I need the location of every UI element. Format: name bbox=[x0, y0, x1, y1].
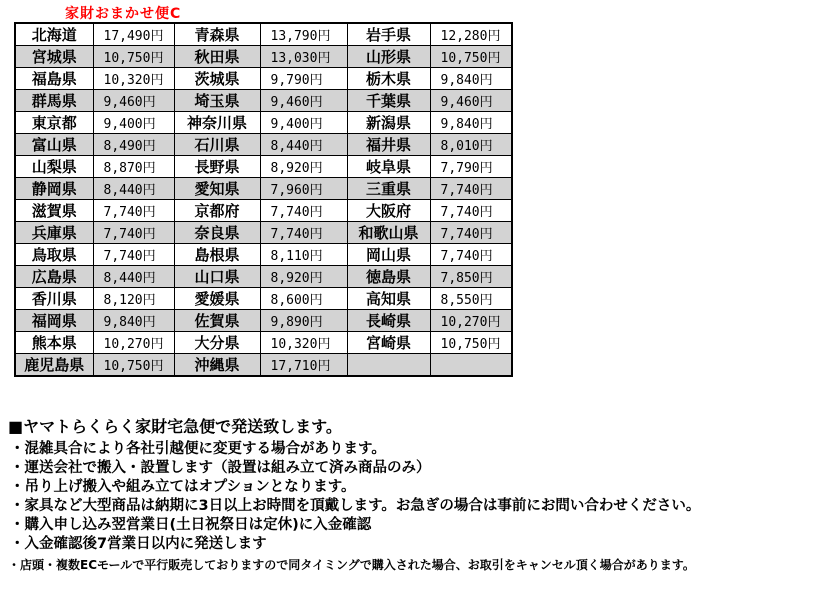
table-title: 家財おまかせ便C bbox=[65, 6, 182, 22]
price-cell: 7,740円 bbox=[430, 200, 512, 222]
price-cell: 8,550円 bbox=[430, 288, 512, 310]
table-row bbox=[15, 46, 512, 68]
prefecture-cell: 北海道 bbox=[15, 23, 93, 46]
price-cell: 9,890円 bbox=[260, 310, 347, 332]
table-row bbox=[15, 200, 512, 222]
prefecture-cell: 静岡県 bbox=[15, 178, 93, 200]
table-row bbox=[15, 112, 512, 134]
prefecture-cell: 富山県 bbox=[15, 134, 93, 156]
price-cell: 10,320円 bbox=[260, 332, 347, 354]
prefecture-cell: 佐賀県 bbox=[174, 310, 260, 332]
price-cell: 7,740円 bbox=[260, 200, 347, 222]
table-row bbox=[15, 90, 512, 112]
note-line: ・吊り上げ搬入や組み立てはオプションとなります。 bbox=[10, 479, 356, 495]
prefecture-cell: 島根県 bbox=[174, 244, 260, 266]
price-cell: 7,740円 bbox=[430, 222, 512, 244]
prefecture-cell: 青森県 bbox=[174, 23, 260, 46]
note-line: ・運送会社で搬入・設置します（設置は組み立て済み商品のみ） bbox=[10, 460, 431, 476]
table-row bbox=[15, 266, 512, 288]
prefecture-cell: 岡山県 bbox=[347, 244, 430, 266]
price-cell: 17,710円 bbox=[260, 354, 347, 377]
table-row bbox=[15, 354, 512, 377]
price-cell: 8,920円 bbox=[260, 156, 347, 178]
table-row bbox=[15, 222, 512, 244]
prefecture-cell: 高知県 bbox=[347, 288, 430, 310]
price-cell: 10,750円 bbox=[93, 354, 174, 377]
price-cell: 8,110円 bbox=[260, 244, 347, 266]
prefecture-cell: 兵庫県 bbox=[15, 222, 93, 244]
price-cell: 7,740円 bbox=[430, 178, 512, 200]
price-cell: 7,740円 bbox=[430, 244, 512, 266]
prefecture-cell: 神奈川県 bbox=[174, 112, 260, 134]
prefecture-cell: 福岡県 bbox=[15, 310, 93, 332]
price-cell: 7,740円 bbox=[93, 244, 174, 266]
fine-print: ・店頭・複数ECモールで平行販売しておりますので同タイミングで購入された場合、お取引をキャンセル頂く場合があります。 bbox=[8, 558, 695, 572]
prefecture-cell: 新潟県 bbox=[347, 112, 430, 134]
note-line: ・混雑具合により各社引越便に変更する場合があります。 bbox=[10, 441, 386, 457]
prefecture-cell: 香川県 bbox=[15, 288, 93, 310]
prefecture-cell: 奈良県 bbox=[174, 222, 260, 244]
price-cell: 7,740円 bbox=[260, 222, 347, 244]
price-cell: 7,740円 bbox=[93, 200, 174, 222]
shipping-table-body bbox=[15, 23, 512, 376]
price-cell: 9,460円 bbox=[430, 90, 512, 112]
table-row bbox=[15, 156, 512, 178]
prefecture-cell: 栃木県 bbox=[347, 68, 430, 90]
price-cell: 9,840円 bbox=[93, 310, 174, 332]
notes-bullets bbox=[10, 440, 700, 554]
prefecture-cell: 岩手県 bbox=[347, 23, 430, 46]
prefecture-cell: 福島県 bbox=[15, 68, 93, 90]
table-row bbox=[15, 68, 512, 90]
prefecture-cell: 東京都 bbox=[15, 112, 93, 134]
prefecture-cell: 山口県 bbox=[174, 266, 260, 288]
prefecture-cell: 岐阜県 bbox=[347, 156, 430, 178]
price-cell: 10,750円 bbox=[93, 46, 174, 68]
price-cell: 13,030円 bbox=[260, 46, 347, 68]
prefecture-cell: 滋賀県 bbox=[15, 200, 93, 222]
prefecture-cell: 愛媛県 bbox=[174, 288, 260, 310]
notes-heading: ■ヤマトらくらく家財宅急便で発送致します。 bbox=[8, 417, 342, 436]
price-cell: 9,790円 bbox=[260, 68, 347, 90]
price-cell: 8,600円 bbox=[260, 288, 347, 310]
prefecture-cell: 宮城県 bbox=[15, 46, 93, 68]
note-line: ・購入申し込み翌営業日(土日祝祭日は定休)に入金確認 bbox=[10, 517, 372, 533]
price-cell: 10,750円 bbox=[430, 46, 512, 68]
price-cell: 9,400円 bbox=[93, 112, 174, 134]
note-line: ・家具など大型商品は納期に3日以上お時間を頂戴します。お急ぎの場合は事前にお問い合わせください。 bbox=[10, 498, 701, 514]
price-cell: 8,010円 bbox=[430, 134, 512, 156]
prefecture-cell: 三重県 bbox=[347, 178, 430, 200]
price-cell: 8,920円 bbox=[260, 266, 347, 288]
price-cell: 9,400円 bbox=[260, 112, 347, 134]
prefecture-cell: 秋田県 bbox=[174, 46, 260, 68]
note-line: ・入金確認後7営業日以内に発送します bbox=[10, 536, 267, 552]
price-cell: 10,270円 bbox=[93, 332, 174, 354]
prefecture-cell: 広島県 bbox=[15, 266, 93, 288]
prefecture-cell: 千葉県 bbox=[347, 90, 430, 112]
price-cell: 10,270円 bbox=[430, 310, 512, 332]
prefecture-cell: 長崎県 bbox=[347, 310, 430, 332]
price-cell: 10,750円 bbox=[430, 332, 512, 354]
price-cell bbox=[430, 354, 512, 377]
prefecture-cell: 鳥取県 bbox=[15, 244, 93, 266]
prefecture-cell: 福井県 bbox=[347, 134, 430, 156]
price-cell: 8,440円 bbox=[93, 266, 174, 288]
price-cell: 8,120円 bbox=[93, 288, 174, 310]
price-cell: 13,790円 bbox=[260, 23, 347, 46]
price-cell: 7,740円 bbox=[93, 222, 174, 244]
price-cell: 9,460円 bbox=[260, 90, 347, 112]
table-row bbox=[15, 23, 512, 46]
prefecture-cell: 愛知県 bbox=[174, 178, 260, 200]
prefecture-cell: 沖縄県 bbox=[174, 354, 260, 377]
price-cell: 8,870円 bbox=[93, 156, 174, 178]
prefecture-cell: 鹿児島県 bbox=[15, 354, 93, 377]
prefecture-cell: 京都府 bbox=[174, 200, 260, 222]
table-row bbox=[15, 310, 512, 332]
prefecture-cell: 大阪府 bbox=[347, 200, 430, 222]
prefecture-cell: 宮崎県 bbox=[347, 332, 430, 354]
prefecture-cell: 徳島県 bbox=[347, 266, 430, 288]
shipping-fee-table bbox=[14, 22, 513, 377]
price-cell: 10,320円 bbox=[93, 68, 174, 90]
price-cell: 7,850円 bbox=[430, 266, 512, 288]
price-cell: 17,490円 bbox=[93, 23, 174, 46]
prefecture-cell: 山梨県 bbox=[15, 156, 93, 178]
prefecture-cell: 熊本県 bbox=[15, 332, 93, 354]
price-cell: 9,460円 bbox=[93, 90, 174, 112]
prefecture-cell: 石川県 bbox=[174, 134, 260, 156]
table-row bbox=[15, 244, 512, 266]
price-cell: 8,440円 bbox=[260, 134, 347, 156]
table-row bbox=[15, 288, 512, 310]
table-row bbox=[15, 178, 512, 200]
table-row bbox=[15, 332, 512, 354]
prefecture-cell bbox=[347, 354, 430, 377]
price-cell: 8,440円 bbox=[93, 178, 174, 200]
price-cell: 9,840円 bbox=[430, 112, 512, 134]
table-row bbox=[15, 134, 512, 156]
price-cell: 9,840円 bbox=[430, 68, 512, 90]
prefecture-cell: 大分県 bbox=[174, 332, 260, 354]
prefecture-cell: 和歌山県 bbox=[347, 222, 430, 244]
prefecture-cell: 山形県 bbox=[347, 46, 430, 68]
prefecture-cell: 長野県 bbox=[174, 156, 260, 178]
prefecture-cell: 埼玉県 bbox=[174, 90, 260, 112]
price-cell: 7,790円 bbox=[430, 156, 512, 178]
price-cell: 7,960円 bbox=[260, 178, 347, 200]
prefecture-cell: 群馬県 bbox=[15, 90, 93, 112]
price-cell: 12,280円 bbox=[430, 23, 512, 46]
prefecture-cell: 茨城県 bbox=[174, 68, 260, 90]
price-cell: 8,490円 bbox=[93, 134, 174, 156]
